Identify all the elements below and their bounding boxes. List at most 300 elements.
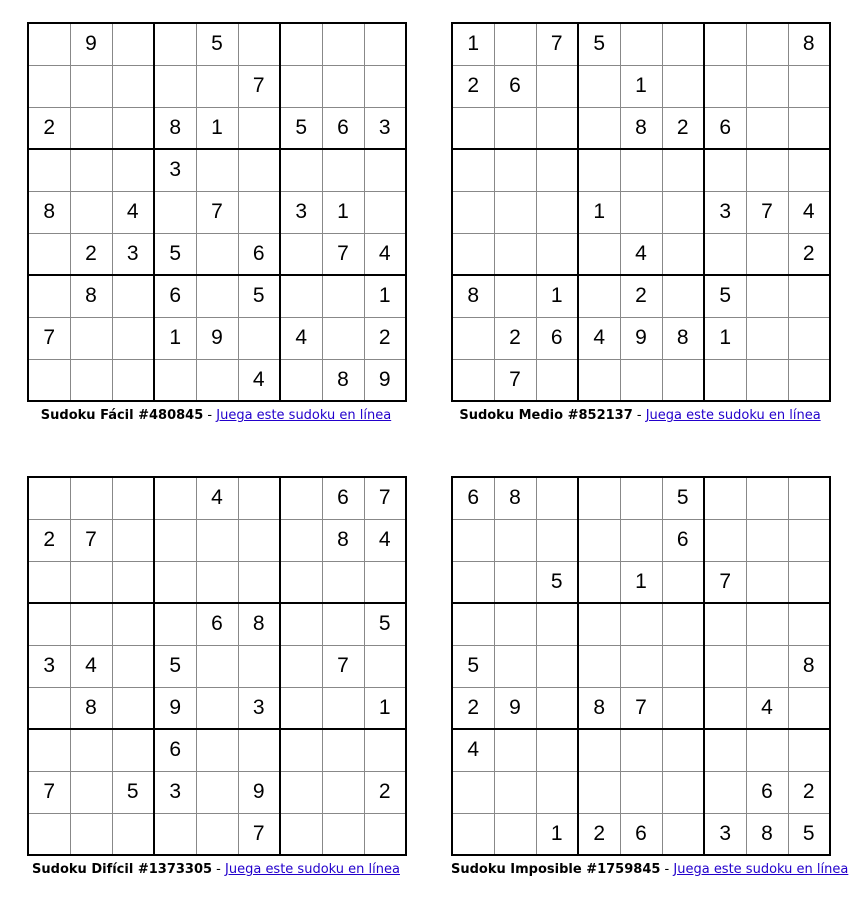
grid-row — [28, 687, 406, 729]
sudoku-cell — [746, 233, 788, 275]
sudoku-cell — [280, 729, 322, 771]
sudoku-cell — [70, 317, 112, 359]
sudoku-cell — [662, 233, 704, 275]
sudoku-cell — [536, 359, 578, 401]
sudoku-cell — [322, 561, 364, 603]
sudoku-cell: 9 — [494, 687, 536, 729]
sudoku-cell — [662, 275, 704, 317]
grid-row — [452, 603, 830, 645]
sudoku-hard — [27, 476, 405, 877]
sudoku-cell — [578, 477, 620, 519]
sudoku-cell: 2 — [28, 519, 70, 561]
grid-row — [452, 191, 830, 233]
grid-row — [452, 645, 830, 687]
play-online-link[interactable]: Juega este sudoku en línea — [216, 408, 392, 423]
sudoku-cell: 4 — [196, 477, 238, 519]
sudoku-cell: 7 — [196, 191, 238, 233]
sudoku-cell — [746, 149, 788, 191]
sudoku-cell — [238, 561, 280, 603]
sudoku-cell: 5 — [578, 23, 620, 65]
play-online-link[interactable]: Juega este sudoku en línea — [225, 862, 400, 877]
sudoku-cell — [364, 813, 406, 855]
sudoku-cell: 3 — [704, 191, 746, 233]
grid-row — [28, 107, 406, 149]
sudoku-cell — [280, 603, 322, 645]
sudoku-cell: 3 — [364, 107, 406, 149]
sudoku-cell — [322, 275, 364, 317]
sudoku-cell: 4 — [238, 359, 280, 401]
sudoku-cell — [112, 603, 154, 645]
sudoku-cell: 3 — [28, 645, 70, 687]
sudoku-cell — [196, 729, 238, 771]
sudoku-cell — [70, 771, 112, 813]
sudoku-cell — [364, 645, 406, 687]
sudoku-cell — [620, 771, 662, 813]
sudoku-grid — [451, 22, 831, 402]
sudoku-cell: 9 — [238, 771, 280, 813]
sudoku-cell — [280, 645, 322, 687]
sudoku-cell — [788, 275, 830, 317]
sudoku-cell — [280, 813, 322, 855]
sudoku-cell — [704, 477, 746, 519]
sudoku-cell — [364, 65, 406, 107]
sudoku-cell — [578, 771, 620, 813]
sudoku-cell — [364, 149, 406, 191]
sudoku-cell — [494, 645, 536, 687]
sudoku-cell — [578, 107, 620, 149]
grid-row — [28, 23, 406, 65]
sudoku-cell — [662, 561, 704, 603]
sudoku-cell — [322, 813, 364, 855]
sudoku-cell — [112, 519, 154, 561]
sudoku-cell — [70, 359, 112, 401]
sudoku-cell — [28, 729, 70, 771]
sudoku-cell — [452, 603, 494, 645]
sudoku-grid — [27, 22, 407, 402]
sudoku-cell — [746, 317, 788, 359]
grid-row — [28, 317, 406, 359]
sudoku-cell — [746, 645, 788, 687]
sudoku-cell — [578, 233, 620, 275]
sudoku-cell — [452, 359, 494, 401]
sudoku-cell — [578, 645, 620, 687]
sudoku-cell: 7 — [536, 23, 578, 65]
grid-row — [452, 477, 830, 519]
grid-row — [28, 65, 406, 107]
sudoku-grid — [451, 476, 831, 856]
sudoku-cell — [154, 191, 196, 233]
sudoku-cell — [494, 191, 536, 233]
sudoku-cell — [28, 477, 70, 519]
puzzle-caption — [451, 408, 829, 423]
sudoku-cell: 9 — [364, 359, 406, 401]
sudoku-cell: 1 — [322, 191, 364, 233]
sudoku-cell — [28, 149, 70, 191]
sudoku-cell: 5 — [238, 275, 280, 317]
sudoku-cell: 5 — [662, 477, 704, 519]
grid-row — [28, 477, 406, 519]
puzzle-title: Sudoku Imposible #1759845 — [451, 862, 661, 877]
sudoku-cell: 5 — [154, 645, 196, 687]
sudoku-cell — [322, 603, 364, 645]
grid-row — [452, 233, 830, 275]
sudoku-cell: 2 — [364, 317, 406, 359]
sudoku-cell — [196, 687, 238, 729]
sudoku-cell — [536, 603, 578, 645]
grid-row — [28, 645, 406, 687]
sudoku-cell: 5 — [704, 275, 746, 317]
sudoku-cell: 8 — [28, 191, 70, 233]
grid-row — [452, 317, 830, 359]
sudoku-cell: 8 — [620, 107, 662, 149]
sudoku-cell — [112, 23, 154, 65]
sudoku-cell — [112, 275, 154, 317]
sudoku-cell — [322, 65, 364, 107]
grid-row — [28, 149, 406, 191]
sudoku-cell — [112, 477, 154, 519]
sudoku-cell — [154, 813, 196, 855]
play-online-link[interactable]: Juega este sudoku en línea — [673, 862, 849, 877]
sudoku-cell — [662, 729, 704, 771]
sudoku-cell: 6 — [704, 107, 746, 149]
sudoku-cell — [322, 771, 364, 813]
sudoku-cell — [578, 603, 620, 645]
grid-row — [28, 275, 406, 317]
sudoku-cell: 8 — [238, 603, 280, 645]
sudoku-cell — [746, 729, 788, 771]
sudoku-cell — [196, 275, 238, 317]
sudoku-cell — [788, 317, 830, 359]
sudoku-cell — [536, 477, 578, 519]
sudoku-cell — [154, 23, 196, 65]
sudoku-cell: 3 — [704, 813, 746, 855]
sudoku-cell — [70, 603, 112, 645]
sudoku-cell — [788, 149, 830, 191]
sudoku-cell — [196, 233, 238, 275]
sudoku-cell: 6 — [196, 603, 238, 645]
sudoku-cell — [704, 65, 746, 107]
sudoku-cell — [788, 603, 830, 645]
grid-row — [28, 561, 406, 603]
sudoku-cell — [280, 477, 322, 519]
sudoku-cell: 2 — [578, 813, 620, 855]
grid-row — [452, 519, 830, 561]
sudoku-cell — [494, 603, 536, 645]
sudoku-cell: 7 — [746, 191, 788, 233]
sudoku-cell — [154, 519, 196, 561]
sudoku-cell: 2 — [788, 233, 830, 275]
sudoku-cell — [578, 561, 620, 603]
sudoku-cell — [452, 107, 494, 149]
sudoku-cell: 9 — [620, 317, 662, 359]
sudoku-cell: 2 — [70, 233, 112, 275]
sudoku-cell — [662, 771, 704, 813]
sudoku-cell — [112, 729, 154, 771]
sudoku-cell — [280, 519, 322, 561]
sudoku-cell — [536, 233, 578, 275]
sudoku-impossible — [451, 476, 849, 877]
sudoku-cell: 5 — [196, 23, 238, 65]
sudoku-cell: 8 — [322, 359, 364, 401]
sudoku-cell — [536, 687, 578, 729]
sudoku-cell — [536, 191, 578, 233]
sudoku-cell — [536, 519, 578, 561]
sudoku-cell: 8 — [662, 317, 704, 359]
sudoku-cell: 5 — [364, 603, 406, 645]
sudoku-cell: 7 — [28, 771, 70, 813]
sudoku-cell — [238, 729, 280, 771]
sudoku-cell — [28, 687, 70, 729]
sudoku-cell — [154, 477, 196, 519]
sudoku-cell: 2 — [452, 65, 494, 107]
sudoku-cell — [452, 561, 494, 603]
sudoku-cell — [238, 519, 280, 561]
sudoku-cell: 7 — [70, 519, 112, 561]
sudoku-cell — [704, 359, 746, 401]
sudoku-cell: 8 — [452, 275, 494, 317]
sudoku-cell — [494, 149, 536, 191]
sudoku-cell — [280, 233, 322, 275]
play-online-link[interactable]: Juega este sudoku en línea — [645, 408, 821, 423]
sudoku-cell — [280, 771, 322, 813]
sudoku-grid — [27, 476, 407, 856]
sudoku-cell — [788, 519, 830, 561]
sudoku-cell: 8 — [578, 687, 620, 729]
sudoku-cell: 5 — [112, 771, 154, 813]
sudoku-cell — [788, 65, 830, 107]
sudoku-cell — [788, 107, 830, 149]
caption-separator: - — [632, 408, 646, 423]
sudoku-cell: 6 — [322, 477, 364, 519]
sudoku-cell — [28, 23, 70, 65]
sudoku-cell — [746, 275, 788, 317]
sudoku-cell — [536, 149, 578, 191]
sudoku-cell — [788, 477, 830, 519]
sudoku-cell — [662, 687, 704, 729]
puzzle-caption — [27, 862, 405, 877]
sudoku-cell — [196, 771, 238, 813]
sudoku-cell — [196, 561, 238, 603]
sudoku-cell — [578, 359, 620, 401]
sudoku-medium — [451, 22, 829, 423]
sudoku-cell: 4 — [452, 729, 494, 771]
sudoku-cell: 4 — [788, 191, 830, 233]
sudoku-cell — [196, 359, 238, 401]
sudoku-cell: 4 — [364, 519, 406, 561]
sudoku-cell — [536, 729, 578, 771]
sudoku-cell — [238, 645, 280, 687]
sudoku-cell — [322, 23, 364, 65]
grid-row — [452, 561, 830, 603]
sudoku-cell — [238, 107, 280, 149]
sudoku-cell — [620, 729, 662, 771]
grid-row — [452, 107, 830, 149]
sudoku-cell — [788, 729, 830, 771]
sudoku-cell — [704, 729, 746, 771]
sudoku-cell: 5 — [788, 813, 830, 855]
sudoku-cell: 1 — [364, 687, 406, 729]
sudoku-cell: 6 — [746, 771, 788, 813]
sudoku-cell — [280, 275, 322, 317]
sudoku-cell: 2 — [494, 317, 536, 359]
sudoku-cell: 5 — [154, 233, 196, 275]
sudoku-cell — [280, 65, 322, 107]
sudoku-cell — [28, 813, 70, 855]
grid-row — [452, 359, 830, 401]
sudoku-cell — [112, 317, 154, 359]
sudoku-cell: 7 — [620, 687, 662, 729]
sudoku-cell: 8 — [788, 645, 830, 687]
grid-row — [28, 771, 406, 813]
sudoku-cell: 7 — [364, 477, 406, 519]
sudoku-cell: 6 — [620, 813, 662, 855]
sudoku-cell — [788, 687, 830, 729]
sudoku-cell — [704, 149, 746, 191]
sudoku-cell — [196, 149, 238, 191]
sudoku-cell — [536, 65, 578, 107]
sudoku-cell: 3 — [154, 771, 196, 813]
sudoku-cell: 5 — [280, 107, 322, 149]
sudoku-cell — [620, 645, 662, 687]
sudoku-cell: 4 — [70, 645, 112, 687]
sudoku-cell: 6 — [536, 317, 578, 359]
sudoku-cell — [112, 687, 154, 729]
sudoku-cell: 4 — [112, 191, 154, 233]
puzzle-caption — [451, 862, 849, 877]
sudoku-cell — [112, 65, 154, 107]
sudoku-cell: 8 — [788, 23, 830, 65]
sudoku-cell — [322, 687, 364, 729]
sudoku-cell: 7 — [238, 65, 280, 107]
sudoku-cell — [704, 23, 746, 65]
sudoku-cell: 7 — [238, 813, 280, 855]
sudoku-cell — [28, 603, 70, 645]
sudoku-cell: 1 — [154, 317, 196, 359]
grid-row — [452, 729, 830, 771]
sudoku-cell — [322, 149, 364, 191]
sudoku-cell — [494, 233, 536, 275]
grid-row — [28, 359, 406, 401]
sudoku-cell: 8 — [70, 687, 112, 729]
puzzle-title: Sudoku Medio #852137 — [459, 408, 633, 423]
sudoku-cell — [746, 477, 788, 519]
sudoku-cell — [662, 603, 704, 645]
sudoku-cell — [620, 603, 662, 645]
sudoku-cell — [620, 519, 662, 561]
sudoku-cell — [112, 149, 154, 191]
sudoku-cell — [494, 23, 536, 65]
sudoku-cell — [238, 477, 280, 519]
sudoku-cell — [70, 729, 112, 771]
grid-row — [452, 65, 830, 107]
sudoku-cell: 7 — [28, 317, 70, 359]
sudoku-cell: 7 — [322, 645, 364, 687]
sudoku-cell — [662, 813, 704, 855]
sudoku-cell — [620, 477, 662, 519]
sudoku-cell — [70, 813, 112, 855]
sudoku-cell: 6 — [662, 519, 704, 561]
sudoku-cell — [70, 477, 112, 519]
sudoku-cell: 3 — [154, 149, 196, 191]
sudoku-cell — [70, 561, 112, 603]
sudoku-cell: 7 — [704, 561, 746, 603]
puzzle-title: Sudoku Fácil #480845 — [40, 408, 204, 423]
sudoku-cell — [620, 23, 662, 65]
sudoku-cell: 1 — [364, 275, 406, 317]
sudoku-cell: 6 — [238, 233, 280, 275]
sudoku-cell: 9 — [154, 687, 196, 729]
sudoku-cell — [746, 561, 788, 603]
grid-row — [452, 771, 830, 813]
sudoku-cell: 3 — [238, 687, 280, 729]
grid-row — [28, 603, 406, 645]
sudoku-cell — [196, 519, 238, 561]
sudoku-cell — [788, 561, 830, 603]
sudoku-cell: 8 — [154, 107, 196, 149]
sudoku-cell — [704, 519, 746, 561]
sudoku-cell: 8 — [322, 519, 364, 561]
sudoku-cell: 4 — [364, 233, 406, 275]
sudoku-cell — [746, 519, 788, 561]
sudoku-cell — [578, 519, 620, 561]
sudoku-cell — [452, 771, 494, 813]
sudoku-cell: 3 — [112, 233, 154, 275]
sudoku-cell — [364, 561, 406, 603]
sudoku-cell — [112, 645, 154, 687]
sudoku-cell: 7 — [322, 233, 364, 275]
sudoku-cell: 9 — [70, 23, 112, 65]
sudoku-cell — [704, 771, 746, 813]
sudoku-cell — [620, 191, 662, 233]
sudoku-cell — [280, 359, 322, 401]
sudoku-cell: 2 — [788, 771, 830, 813]
sudoku-cell: 1 — [196, 107, 238, 149]
sudoku-cell — [662, 191, 704, 233]
sudoku-cell — [620, 149, 662, 191]
sudoku-cell — [364, 191, 406, 233]
sudoku-cell: 4 — [280, 317, 322, 359]
sudoku-cell — [280, 149, 322, 191]
sudoku-cell — [70, 191, 112, 233]
grid-row — [28, 519, 406, 561]
sudoku-cell — [70, 149, 112, 191]
sudoku-cell — [704, 645, 746, 687]
sudoku-cell — [452, 233, 494, 275]
sudoku-cell — [494, 275, 536, 317]
sudoku-cell — [112, 359, 154, 401]
sudoku-cell — [578, 275, 620, 317]
sudoku-cell: 5 — [536, 561, 578, 603]
sudoku-cell — [28, 275, 70, 317]
grid-row — [28, 729, 406, 771]
sudoku-cell — [238, 191, 280, 233]
sudoku-cell: 1 — [536, 275, 578, 317]
sudoku-cell: 8 — [746, 813, 788, 855]
sudoku-cell — [322, 729, 364, 771]
sudoku-cell: 3 — [280, 191, 322, 233]
sudoku-cell: 6 — [322, 107, 364, 149]
sudoku-cell — [704, 603, 746, 645]
sudoku-cell — [494, 771, 536, 813]
sudoku-cell — [196, 65, 238, 107]
grid-row — [28, 191, 406, 233]
sudoku-cell — [578, 729, 620, 771]
grid-row — [452, 687, 830, 729]
sudoku-cell — [70, 107, 112, 149]
sudoku-cell — [704, 233, 746, 275]
sudoku-cell — [494, 813, 536, 855]
sudoku-cell: 4 — [620, 233, 662, 275]
